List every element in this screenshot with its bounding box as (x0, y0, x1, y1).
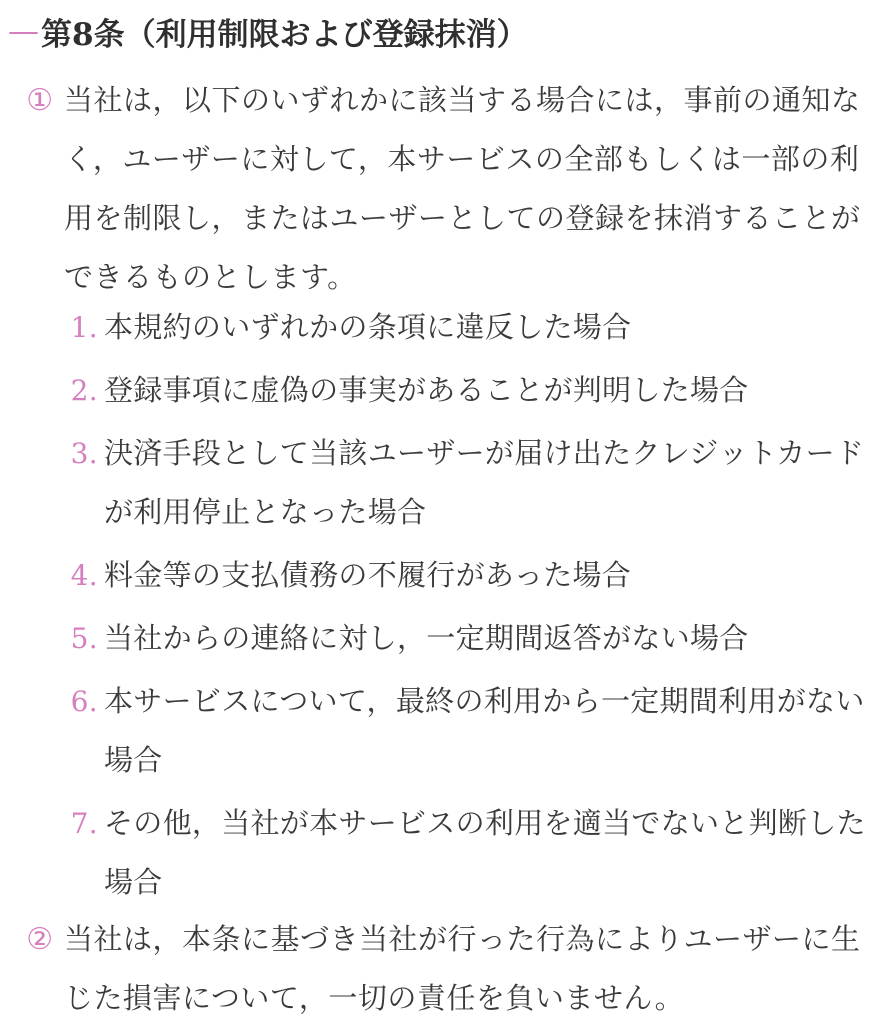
list-item-number: 2 . (60, 361, 98, 420)
list-item-text: 決済手段として当該ユーザーが届け出たクレジットカードが利用停止となった場合 (104, 436, 865, 529)
list-item-text: 登録事項に虚偽の事実があることが判明した場合 (104, 373, 749, 407)
list-item (60, 794, 885, 912)
list-item-text: 本サービスについて，最終の利用から一定期間利用がない場合 (104, 684, 865, 777)
paragraph-2 (20, 910, 885, 1028)
title-dash: — (8, 13, 39, 49)
restriction-conditions-list (60, 298, 885, 912)
title-text: 第8条（利用制限および登録抹消） (41, 16, 528, 53)
list-item-number: 4 . (60, 546, 98, 605)
list-item (60, 361, 885, 420)
list-item (60, 546, 885, 605)
list-item-number: 6 . (60, 672, 98, 731)
paragraph-2-marker: ② (26, 922, 54, 957)
list-item (60, 298, 885, 357)
list-item-text: 料金等の支払債務の不履行があった場合 (104, 558, 632, 592)
paragraph-1-marker: ① (26, 83, 54, 118)
article-title (8, 6, 528, 56)
list-item-text: 当社からの連絡に対し，一定期間返答がない場合 (104, 621, 749, 655)
list-item (60, 609, 885, 668)
paragraph-2-text: 当社は，本条に基づき当社が行った行為によりユーザーに生じた損害について，一切の責任を負いません。 (64, 922, 861, 1015)
list-item-number: 7 . (60, 794, 98, 853)
list-item-number: 1 . (60, 298, 98, 357)
list-item-text: その他，当社が本サービスの利用を適当でないと判断した場合 (104, 806, 866, 899)
list-item-text: 本規約のいずれかの条項に違反した場合 (104, 310, 632, 344)
list-item (60, 424, 885, 542)
paragraph-1 (20, 71, 885, 307)
paragraph-1-text: 当社は，以下のいずれかに該当する場合には，事前の通知なく，ユーザーに対して，本サービスの全部もしくは一部の利用を制限し，またはユーザーとしての登録を抹消することができるものとします。 (64, 83, 861, 294)
list-item-number: 5 . (60, 609, 98, 668)
list-item (60, 672, 885, 790)
list-item-number: 3 . (60, 424, 98, 483)
